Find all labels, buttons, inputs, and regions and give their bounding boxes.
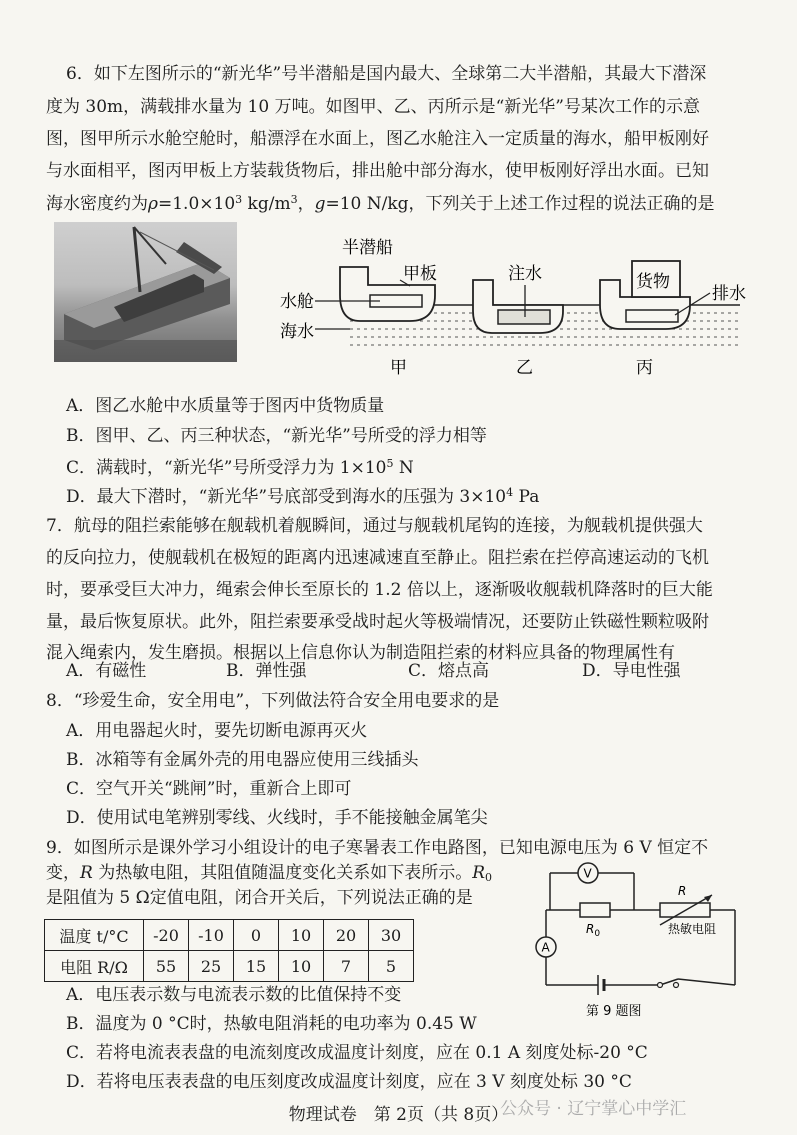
temperature-resistance-table bbox=[44, 919, 414, 982]
q8-option-d: D．使用试电笔辨别零线、火线时，手不能接触金属笔尖 bbox=[66, 808, 488, 828]
label-semi-sub: 半潜船 bbox=[342, 238, 393, 258]
table-cell: 20 bbox=[324, 920, 369, 951]
table-cell: 7 bbox=[324, 951, 369, 982]
q6-option-d: D．最大下潜时，“新光华”号底部受到海水的压强为 $3\times 10^4$ Pa bbox=[66, 486, 540, 507]
label-inject: 注水 bbox=[508, 264, 542, 284]
label-fig-c: 丙 bbox=[636, 358, 653, 378]
q9-option-a: A．电压表示数与电流表示数的比值保持不变 bbox=[66, 985, 402, 1005]
q7-option-a: A．有磁性 bbox=[66, 661, 147, 681]
table-row-label: 电阻 R/Ω bbox=[45, 951, 144, 982]
q7-line-5: 混入绳索内，发生磨损。根据以上信息你认为制造阻拦索的材料应具备的物理属性有 bbox=[46, 643, 675, 663]
q6-option-c: C．满载时，“新光华”号所受浮力为 $1\times 10^5$ N bbox=[66, 457, 414, 478]
label-fig-b: 乙 bbox=[516, 358, 533, 378]
table-cell: -10 bbox=[189, 920, 234, 951]
q6-line-4: 与水面相平，图丙甲板上方装载货物后，排出舱中部分海水，使甲板刚好浮出水面。已知 bbox=[46, 161, 709, 181]
semi-submersible-diagram bbox=[270, 225, 760, 385]
label-tank: 水舱 bbox=[280, 292, 314, 312]
ammeter-label: A bbox=[541, 940, 550, 955]
q9-line-3: 是阻值为 5 Ω定值电阻，闭合开关后，下列说法正确的是 bbox=[46, 888, 473, 908]
q6-line-2: 度为 30m，满载排水量为 10 万吨。如图甲、乙、丙所示是“新光华”号某次工作的示意 bbox=[46, 97, 700, 117]
voltmeter-label: V bbox=[583, 866, 592, 881]
tank-b bbox=[498, 310, 550, 324]
q7-option-d: D．导电性强 bbox=[582, 661, 681, 681]
q6-line-5: 海水密度约为$\rho=1.0\times 10^3$ $kg/m^3$，g=10 N/kg，下列关于上述工作过程的说法正确的是 bbox=[46, 193, 715, 214]
table-cell: 10 bbox=[279, 951, 324, 982]
table-row-label: 温度 t/°C bbox=[45, 920, 144, 951]
page-footer: 物理试卷 第 2页（共 8页） bbox=[288, 1105, 509, 1125]
thermistor-label: 热敏电阻 bbox=[668, 922, 717, 936]
q7-option-b: B．弹性强 bbox=[226, 661, 307, 681]
q8-stem: 8．“珍爱生命，安全用电”，下列做法符合安全用电要求的是 bbox=[46, 691, 500, 711]
q7-option-c: C．熔点高 bbox=[408, 661, 490, 681]
q9-option-b: B．温度为 0 °C时，热敏电阻消耗的电功率为 0.45 W bbox=[66, 1014, 477, 1034]
table-cell: 15 bbox=[234, 951, 279, 982]
table-cell: -20 bbox=[144, 920, 189, 951]
q6-line-3: 图，图甲所示水舱空舱时，船漂浮在水面上，图乙水舱注入一定质量的海水，船甲板刚好 bbox=[46, 129, 709, 149]
table-cell: 25 bbox=[189, 951, 234, 982]
label-deck: 甲板 bbox=[403, 264, 437, 284]
label-sea: 海水 bbox=[280, 322, 314, 342]
table-cell: 10 bbox=[279, 920, 324, 951]
q8-option-b: B．冰箱等有金属外壳的用电器应使用三线插头 bbox=[66, 750, 419, 770]
table-cell: 55 bbox=[144, 951, 189, 982]
r0-label: $R_0$ bbox=[586, 922, 601, 939]
q9-line-1: 9．如图所示是课外学习小组设计的电子寒暑表工作电路图，已知电源电压为 6 V 恒定不 bbox=[46, 838, 709, 858]
q9-option-d: D．若将电压表表盘的电压刻度改成温度计刻度，应在 3 V 刻度处标 30 °C bbox=[66, 1072, 632, 1092]
label-fig-a: 甲 bbox=[390, 358, 407, 378]
ship-b bbox=[473, 280, 563, 333]
q9-line-2: 变，R 为热敏电阻，其阻值随温度变化关系如下表所示。$R_0$ bbox=[46, 863, 493, 884]
q7-line-2: 的反向拉力，使舰载机在极短的距离内迅速减速直至静止。阻拦索在拦停高速运动的飞机 bbox=[46, 548, 709, 568]
table-cell: 0 bbox=[234, 920, 279, 951]
label-drain: 排水 bbox=[712, 284, 746, 304]
ship-photo-drawing bbox=[54, 222, 237, 362]
circuit-diagram bbox=[520, 855, 750, 1020]
ship-photo bbox=[54, 222, 237, 362]
q6-option-b: B．图甲、乙、丙三种状态，“新光华”号所受的浮力相等 bbox=[66, 426, 487, 446]
table-cell: 30 bbox=[369, 920, 414, 951]
q8-option-c: C．空气开关“跳闸”时，重新合上即可 bbox=[66, 779, 352, 799]
q7-line-3: 时，要承受巨大冲力，绳索会伸长至原长的 1.2 倍以上，逐渐吸收舰载机降落时的巨大能 bbox=[46, 580, 713, 600]
q6-line-1: 6．如下左图所示的“新光华”号半潜船是国内最大、全球第二大半潜船，其最大下潜深 bbox=[66, 64, 707, 84]
q8-option-a: A．用电器起火时，要先切断电源再灭火 bbox=[66, 721, 368, 741]
q7-line-1: 7．航母的阻拦索能够在舰载机着舰瞬间，通过与舰载机尾钩的连接，为舰载机提供强大 bbox=[46, 516, 703, 536]
figure-caption-q9: 第 9 题图 bbox=[586, 1004, 642, 1019]
table-row-resistance bbox=[45, 951, 414, 982]
table-row-temperature bbox=[45, 920, 414, 951]
q7-line-4: 量，最后恢复原状。此外，阻拦索要承受战时起火等极端情况，还要防止铁磁性颗粒吸附 bbox=[46, 612, 709, 632]
q9-option-c: C．若将电流表表盘的电流刻度改成温度计刻度，应在 0.1 A 刻度处标-20 °C bbox=[66, 1043, 648, 1063]
r-label: R bbox=[678, 884, 687, 898]
watermark: 公众号 · 辽宁掌心中学汇 bbox=[500, 1099, 687, 1119]
tank-c bbox=[626, 310, 678, 322]
table-cell: 5 bbox=[369, 951, 414, 982]
q6-option-a: A．图乙水舱中水质量等于图丙中货物质量 bbox=[66, 396, 385, 416]
label-cargo: 货物 bbox=[636, 272, 670, 292]
